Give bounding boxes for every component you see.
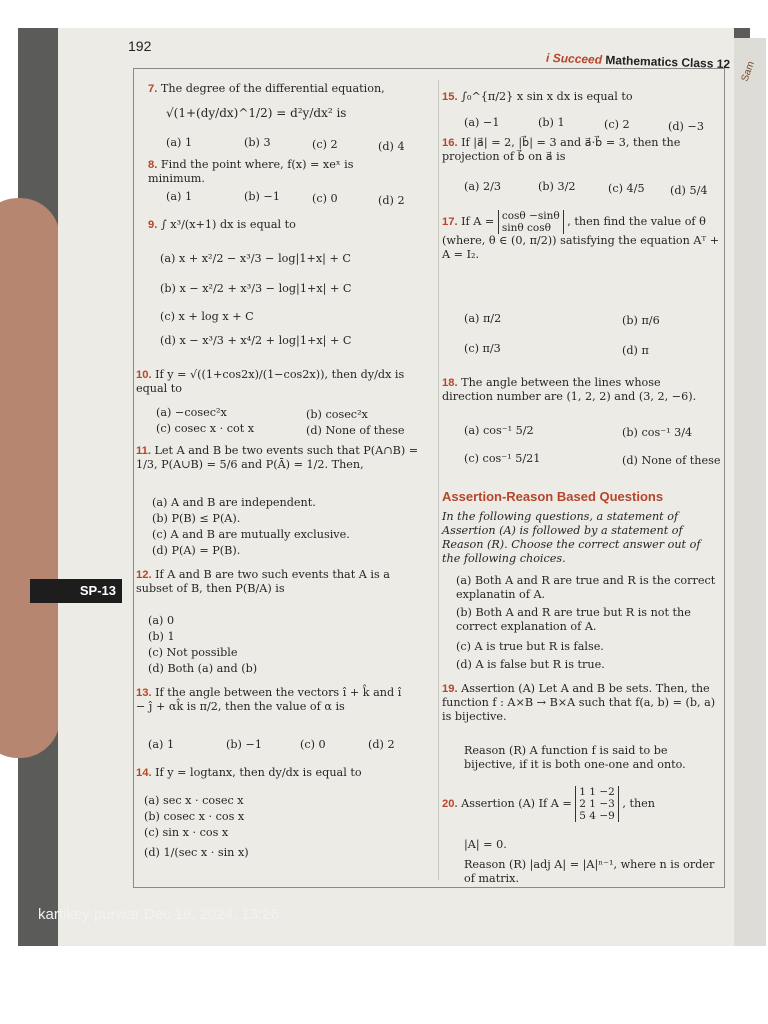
question-14	[136, 766, 396, 780]
option: (b) P(B) ≤ P(A).	[152, 512, 241, 525]
question-text: If A =	[461, 215, 495, 228]
question-text: ∫ x³/(x+1) dx is equal to	[160, 218, 296, 231]
option: (c) A and B are mutually exclusive.	[152, 528, 350, 541]
assertion-text: , then	[622, 797, 655, 810]
option: (c) 4/5	[608, 182, 645, 195]
question-9	[148, 218, 408, 232]
option: (c) 0	[312, 192, 338, 205]
option: (b) 1	[538, 116, 565, 129]
question-18	[442, 376, 712, 404]
question-7-expression: √(1+(dy/dx)^1/2) = d²y/dx² is	[166, 106, 347, 120]
question-11	[136, 444, 426, 472]
brand-logo: i Succeed	[545, 50, 603, 67]
option: (d) 4	[378, 140, 405, 153]
option: (a) cos⁻¹ 5/2	[464, 424, 534, 437]
option: (a) 1	[166, 190, 193, 203]
option: (a) 1	[166, 136, 193, 149]
option: (a) sec x · cosec x	[144, 794, 244, 807]
question-number: 11.	[136, 445, 151, 457]
assertion-text: Assertion (A) Let A and B be sets. Then, the function f : A×B → B×A such that f(a, b) = (b, a) is bijective.	[442, 682, 716, 723]
matrix	[498, 210, 564, 234]
option: (a) π/2	[464, 312, 502, 325]
option: (c) x + log x + C	[160, 310, 254, 323]
question-19	[442, 682, 727, 724]
option: (a) 0	[148, 614, 175, 627]
column-divider	[438, 80, 439, 880]
question-text: ∫₀^{π/2} x sin x dx is equal to	[461, 90, 633, 103]
option: (c) cosec x · cot x	[156, 422, 255, 435]
question-number: 19.	[442, 683, 458, 695]
question-13	[136, 686, 406, 714]
question-7	[148, 82, 438, 96]
question-text: The degree of the differential equation,	[160, 82, 385, 95]
option: (b) cos⁻¹ 3/4	[622, 426, 693, 439]
question-number: 16.	[442, 137, 458, 149]
question-8	[148, 158, 388, 186]
section-heading: Assertion-Reason Based Questions	[442, 489, 664, 504]
question-text: If y = logtanx, then dy/dx is equal to	[155, 766, 362, 779]
question-text: The angle between the lines whose direction number are (1, 2, 2) and (3, 2, −6).	[442, 376, 697, 403]
reason-text: Reason (R) |adj A| = |A|ⁿ⁻¹, where n is order of matrix.	[464, 858, 715, 885]
option: (a) Both A and R are true and R is the correct explanatin of A.	[456, 574, 716, 601]
matrix-row: 2 1 −3	[579, 798, 615, 810]
option: (d) 5/4	[670, 184, 708, 197]
option: (b) −1	[244, 190, 280, 203]
option: (a) x + x²/2 − x³/3 − log|1+x| + C	[160, 252, 351, 265]
question-text: , then find the value of θ (where, θ ∈ (0, π/2)) satisfying the equation Aᵀ + A = I₂.	[442, 215, 720, 261]
option: (d) 2	[378, 194, 405, 207]
brand-title: Mathematics Class 12	[605, 52, 731, 72]
question-text: If the angle between the vectors î + k̂ and î − ĵ + αk̂ is π/2, then the value of α is	[136, 686, 402, 713]
option: (a) −1	[464, 116, 500, 129]
option: (d) 2	[368, 738, 395, 751]
question-number: 10.	[136, 369, 152, 381]
option: (b) x − x²/2 + x³/3 − log|1+x| + C	[160, 282, 352, 295]
next-page-text: Sam	[739, 59, 757, 84]
question-number: 13.	[136, 687, 152, 699]
option: (c) cos⁻¹ 5/21	[464, 452, 541, 465]
question-number: 20.	[442, 798, 458, 810]
page-number: 192	[128, 38, 152, 54]
option: (d) −3	[668, 120, 704, 133]
question-20	[442, 786, 727, 822]
option: (b) cosec²x	[306, 408, 368, 421]
question-10	[136, 368, 426, 396]
right-column	[442, 86, 727, 886]
option: (a) A and B are independent.	[152, 496, 316, 509]
question-12	[136, 568, 396, 596]
photo-watermark: kartikey purwar Dec 19, 2024, 13:26	[38, 906, 279, 923]
question-number: 9.	[148, 219, 158, 231]
option: (a) −cosec²x	[156, 406, 227, 419]
option: (b) 3	[244, 136, 271, 149]
option: (b) 1	[148, 630, 175, 643]
question-number: 18.	[442, 377, 458, 389]
option: (b) Both A and R are true but R is not the correct explanation of A.	[456, 606, 691, 633]
option: (c) π/3	[464, 342, 501, 355]
option: (d) A is false but R is true.	[456, 658, 605, 671]
matrix	[575, 786, 619, 822]
option: (c) A is true but R is false.	[456, 640, 604, 653]
option: (d) Both (a) and (b)	[148, 662, 258, 675]
question-15	[442, 90, 722, 104]
option: (c) 0	[300, 738, 326, 751]
finger	[0, 198, 60, 758]
option: (b) 3/2	[538, 180, 576, 193]
option: (c) sin x · cos x	[144, 826, 229, 839]
question-number: 17.	[442, 216, 458, 228]
option: (c) 2	[604, 118, 630, 131]
question-text: If y = √((1+cos2x)/(1−cos2x)), then dy/dx is equal to	[136, 368, 405, 395]
option: (c) 2	[312, 138, 338, 151]
assertion-text: Assertion (A) If A =	[461, 797, 572, 810]
assertion-text: |A| = 0.	[464, 838, 507, 851]
question-number: 12.	[136, 569, 152, 581]
question-text: Let A and B be two events such that P(A∩B) = 1/3, P(A∪B) = 5/6 and P(Ā) = 1/2. Then,	[136, 444, 419, 471]
option: (d) P(A) = P(B).	[152, 544, 241, 557]
option: (d) None of these	[622, 454, 721, 467]
question-text: If A and B are two such events that A is a subset of B, then P(B/A) is	[136, 568, 390, 595]
reason-text: Reason (R) A function f is said to be bijective, if it is both one-one and onto.	[464, 744, 686, 771]
question-16	[442, 136, 712, 164]
option: (d) 1/(sec x · sin x)	[144, 846, 249, 859]
option: (c) Not possible	[148, 646, 238, 659]
option: (d) π	[622, 344, 649, 357]
book-page	[58, 28, 734, 946]
matrix-row: sinθ cosθ	[501, 222, 551, 234]
question-17	[442, 210, 727, 262]
option: (d) x − x³/3 + x⁴/2 + log|1+x| + C	[160, 334, 352, 347]
option: (b) π/6	[622, 314, 660, 327]
question-number: 14.	[136, 767, 152, 779]
option: (b) cosec x · cos x	[144, 810, 245, 823]
matrix-row: 1 1 −2	[579, 786, 615, 798]
photo	[18, 28, 757, 946]
option: (a) 2/3	[464, 180, 501, 193]
question-text: Find the point where, f(x) = xeˣ is minimum.	[148, 158, 354, 185]
matrix-row: cosθ −sinθ	[501, 210, 560, 222]
question-number: 15.	[442, 91, 458, 103]
left-column	[136, 76, 436, 876]
question-text: If |a⃗| = 2, |b⃗| = 3 and a⃗·b⃗ = 3, then the projection of b⃗ on a⃗ is	[442, 136, 681, 163]
matrix-row: 5 4 −9	[579, 810, 615, 822]
question-number: 7.	[148, 83, 158, 95]
section-tab: SP-13	[30, 579, 122, 603]
question-number: 8.	[148, 159, 158, 171]
option: (b) −1	[226, 738, 262, 751]
option: (a) 1	[148, 738, 175, 751]
option: (d) None of these	[306, 424, 405, 437]
section-instructions: In the following questions, a statement of Assertion (A) is followed by a statement of Reason (R). Choose the correct answer out of the following choices.	[442, 510, 701, 565]
